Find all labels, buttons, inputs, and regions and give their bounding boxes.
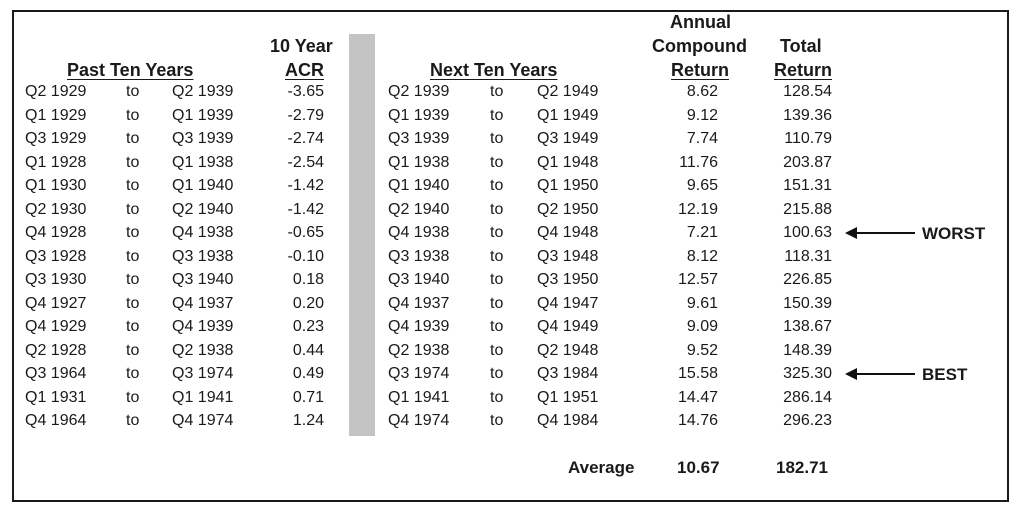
next-acr-cell: 15.58	[677, 365, 718, 382]
next-from-cell: Q1 1939	[388, 106, 450, 124]
past-from-cell: Q1 1930	[25, 177, 87, 194]
past-until-cell: Q1 1940	[172, 177, 234, 194]
next-acr-cell: 9.52	[686, 341, 718, 359]
next-until-cell: Q3 1948	[537, 247, 599, 265]
next-until-cell: Q3 1984	[537, 365, 599, 382]
next-to-cell: to	[490, 177, 504, 194]
table-row	[0, 248, 1024, 266]
past-from-cell: Q3 1929	[25, 130, 87, 147]
worst-label: WORST	[922, 224, 986, 243]
next-until-cell: Q3 1949	[537, 130, 599, 147]
header-return: Return	[671, 60, 729, 80]
header-total-return: Return	[774, 60, 832, 80]
next-acr-cell: 9.65	[686, 177, 718, 194]
next-until-cell: Q1 1949	[537, 106, 599, 124]
next-until-cell: Q2 1949	[537, 83, 599, 100]
past-acr10-cell: -1.42	[287, 200, 324, 218]
next-from-cell: Q2 1938	[388, 341, 450, 359]
table-row	[0, 177, 1024, 195]
table-row	[0, 271, 1024, 289]
next-total-cell: 203.87	[783, 153, 832, 171]
past-to-cell: to	[126, 200, 140, 218]
past-until-cell: Q3 1974	[172, 365, 234, 382]
next-acr-cell: 9.12	[686, 106, 718, 124]
past-acr10-cell: 0.71	[292, 388, 324, 406]
next-acr-cell: 9.09	[686, 318, 718, 335]
next-acr-cell: 14.76	[677, 412, 718, 429]
next-acr-cell: 11.76	[679, 153, 718, 171]
past-to-cell: to	[126, 177, 140, 194]
next-acr-cell: 8.12	[686, 247, 718, 265]
next-to-cell: to	[490, 412, 504, 429]
next-total-cell: 148.39	[783, 341, 832, 359]
past-to-cell: to	[126, 224, 140, 241]
table-row	[0, 107, 1024, 125]
past-acr10-cell: -0.65	[287, 224, 324, 241]
next-to-cell: to	[490, 83, 504, 100]
next-to-cell: to	[490, 247, 504, 265]
next-total-cell: 215.88	[783, 200, 832, 218]
next-to-cell: to	[490, 294, 504, 312]
table-row	[0, 342, 1024, 360]
past-to-cell: to	[126, 271, 140, 288]
past-to-cell: to	[126, 388, 140, 406]
past-until-cell: Q1 1938	[172, 153, 234, 171]
past-acr10-cell: -2.74	[287, 130, 324, 147]
next-until-cell: Q1 1948	[537, 153, 599, 171]
next-to-cell: to	[490, 130, 504, 147]
past-until-cell: Q2 1940	[172, 200, 234, 218]
past-until-cell: Q3 1938	[172, 247, 234, 265]
table-row	[0, 389, 1024, 407]
next-until-cell: Q1 1950	[537, 177, 599, 194]
next-to-cell: to	[490, 341, 504, 359]
past-until-cell: Q2 1939	[172, 83, 234, 100]
next-total-cell: 296.23	[783, 412, 832, 429]
past-from-cell: Q1 1928	[25, 153, 87, 171]
past-to-cell: to	[126, 365, 140, 382]
header-annual: Annual	[670, 12, 731, 32]
past-until-cell: Q4 1974	[172, 412, 234, 429]
next-total-cell: 139.36	[783, 106, 832, 124]
next-from-cell: Q3 1939	[388, 130, 450, 147]
header-compound: Compound	[652, 36, 747, 56]
past-to-cell: to	[126, 294, 140, 312]
table-row	[0, 318, 1024, 336]
past-until-cell: Q3 1940	[172, 271, 234, 288]
past-from-cell: Q4 1929	[25, 318, 87, 335]
next-to-cell: to	[490, 388, 504, 406]
next-until-cell: Q1 1951	[537, 388, 599, 406]
past-until-cell: Q4 1937	[172, 294, 234, 312]
next-to-cell: to	[490, 365, 504, 382]
next-total-cell: 118.31	[784, 247, 832, 265]
next-acr-cell: 9.61	[686, 294, 718, 312]
next-from-cell: Q2 1940	[388, 200, 450, 218]
past-from-cell: Q2 1930	[25, 200, 87, 218]
next-until-cell: Q4 1949	[537, 318, 599, 335]
table-row	[0, 412, 1024, 430]
next-from-cell: Q2 1939	[388, 83, 450, 100]
worst-arrow-line	[855, 232, 915, 234]
past-acr10-cell: 0.20	[292, 294, 324, 312]
next-total-cell: 286.14	[783, 388, 832, 406]
table-row	[0, 83, 1024, 101]
past-from-cell: Q1 1931	[25, 388, 87, 406]
next-total-cell: 226.85	[783, 271, 832, 288]
next-until-cell: Q3 1950	[537, 271, 599, 288]
next-until-cell: Q2 1950	[537, 200, 599, 218]
next-until-cell: Q4 1948	[537, 224, 599, 241]
past-until-cell: Q2 1938	[172, 341, 234, 359]
header-next-ten-years: Next Ten Years	[430, 60, 558, 80]
header-ten-year: 10 Year	[270, 36, 333, 56]
past-from-cell: Q3 1930	[25, 271, 87, 288]
next-to-cell: to	[490, 106, 504, 124]
next-until-cell: Q4 1984	[537, 412, 599, 429]
past-to-cell: to	[126, 341, 140, 359]
past-to-cell: to	[126, 318, 140, 335]
past-acr10-cell: -3.65	[287, 83, 324, 100]
average-total: 182.71	[776, 458, 828, 477]
next-acr-cell: 7.74	[686, 130, 718, 147]
past-to-cell: to	[126, 130, 140, 147]
past-from-cell: Q1 1929	[25, 106, 87, 124]
past-from-cell: Q4 1927	[25, 294, 87, 312]
next-acr-cell: 14.47	[677, 388, 718, 406]
past-from-cell: Q2 1929	[25, 83, 87, 100]
next-from-cell: Q1 1940	[388, 177, 450, 194]
next-total-cell: 128.54	[783, 83, 832, 100]
next-until-cell: Q4 1947	[537, 294, 599, 312]
past-acr10-cell: 0.44	[292, 341, 324, 359]
next-acr-cell: 7.21	[686, 224, 718, 241]
next-from-cell: Q3 1974	[388, 365, 450, 382]
average-acr: 10.67	[677, 458, 720, 477]
past-acr10-cell: -2.79	[287, 106, 324, 124]
next-total-cell: 151.31	[783, 177, 832, 194]
header-past-ten-years: Past Ten Years	[67, 60, 194, 80]
past-from-cell: Q4 1964	[25, 412, 87, 429]
table-row	[0, 295, 1024, 313]
past-acr10-cell: 0.49	[292, 365, 324, 382]
next-to-cell: to	[490, 153, 504, 171]
next-acr-cell: 8.62	[686, 83, 718, 100]
past-until-cell: Q1 1939	[172, 106, 234, 124]
past-until-cell: Q3 1939	[172, 130, 234, 147]
next-from-cell: Q1 1938	[388, 153, 450, 171]
next-total-cell: 100.63	[783, 224, 832, 241]
past-from-cell: Q4 1928	[25, 224, 87, 241]
past-acr10-cell: 1.24	[292, 412, 324, 429]
next-total-cell: 138.67	[783, 318, 832, 335]
next-to-cell: to	[490, 318, 504, 335]
next-from-cell: Q3 1940	[388, 271, 450, 288]
average-label: Average	[568, 458, 635, 477]
next-until-cell: Q2 1948	[537, 341, 599, 359]
past-acr10-cell: 0.23	[292, 318, 324, 335]
past-acr10-cell: -0.10	[287, 247, 324, 265]
next-total-cell: 110.79	[784, 130, 832, 147]
past-from-cell: Q3 1928	[25, 247, 87, 265]
best-arrow-line	[855, 373, 915, 375]
past-acr10-cell: 0.18	[292, 271, 324, 288]
past-to-cell: to	[126, 247, 140, 265]
next-to-cell: to	[490, 271, 504, 288]
next-from-cell: Q4 1974	[388, 412, 450, 429]
past-acr10-cell: -1.42	[287, 177, 324, 194]
next-to-cell: to	[490, 200, 504, 218]
past-to-cell: to	[126, 153, 140, 171]
next-acr-cell: 12.57	[677, 271, 718, 288]
past-acr10-cell: -2.54	[287, 153, 324, 171]
table-row	[0, 201, 1024, 219]
next-from-cell: Q4 1939	[388, 318, 450, 335]
past-until-cell: Q4 1939	[172, 318, 234, 335]
past-to-cell: to	[126, 106, 140, 124]
next-total-cell: 150.39	[783, 294, 832, 312]
past-until-cell: Q4 1938	[172, 224, 234, 241]
next-from-cell: Q4 1938	[388, 224, 450, 241]
past-until-cell: Q1 1941	[172, 388, 234, 406]
past-to-cell: to	[126, 412, 140, 429]
next-acr-cell: 12.19	[677, 200, 718, 218]
best-label: BEST	[922, 365, 968, 384]
next-from-cell: Q1 1941	[388, 388, 450, 406]
header-total: Total	[780, 36, 822, 56]
next-total-cell: 325.30	[783, 365, 832, 382]
table-row	[0, 130, 1024, 148]
past-to-cell: to	[126, 83, 140, 100]
next-from-cell: Q3 1938	[388, 247, 450, 265]
next-to-cell: to	[490, 224, 504, 241]
next-from-cell: Q4 1937	[388, 294, 450, 312]
past-from-cell: Q2 1928	[25, 341, 87, 359]
table-row	[0, 154, 1024, 172]
past-from-cell: Q3 1964	[25, 365, 87, 382]
header-acr: ACR	[285, 60, 324, 80]
